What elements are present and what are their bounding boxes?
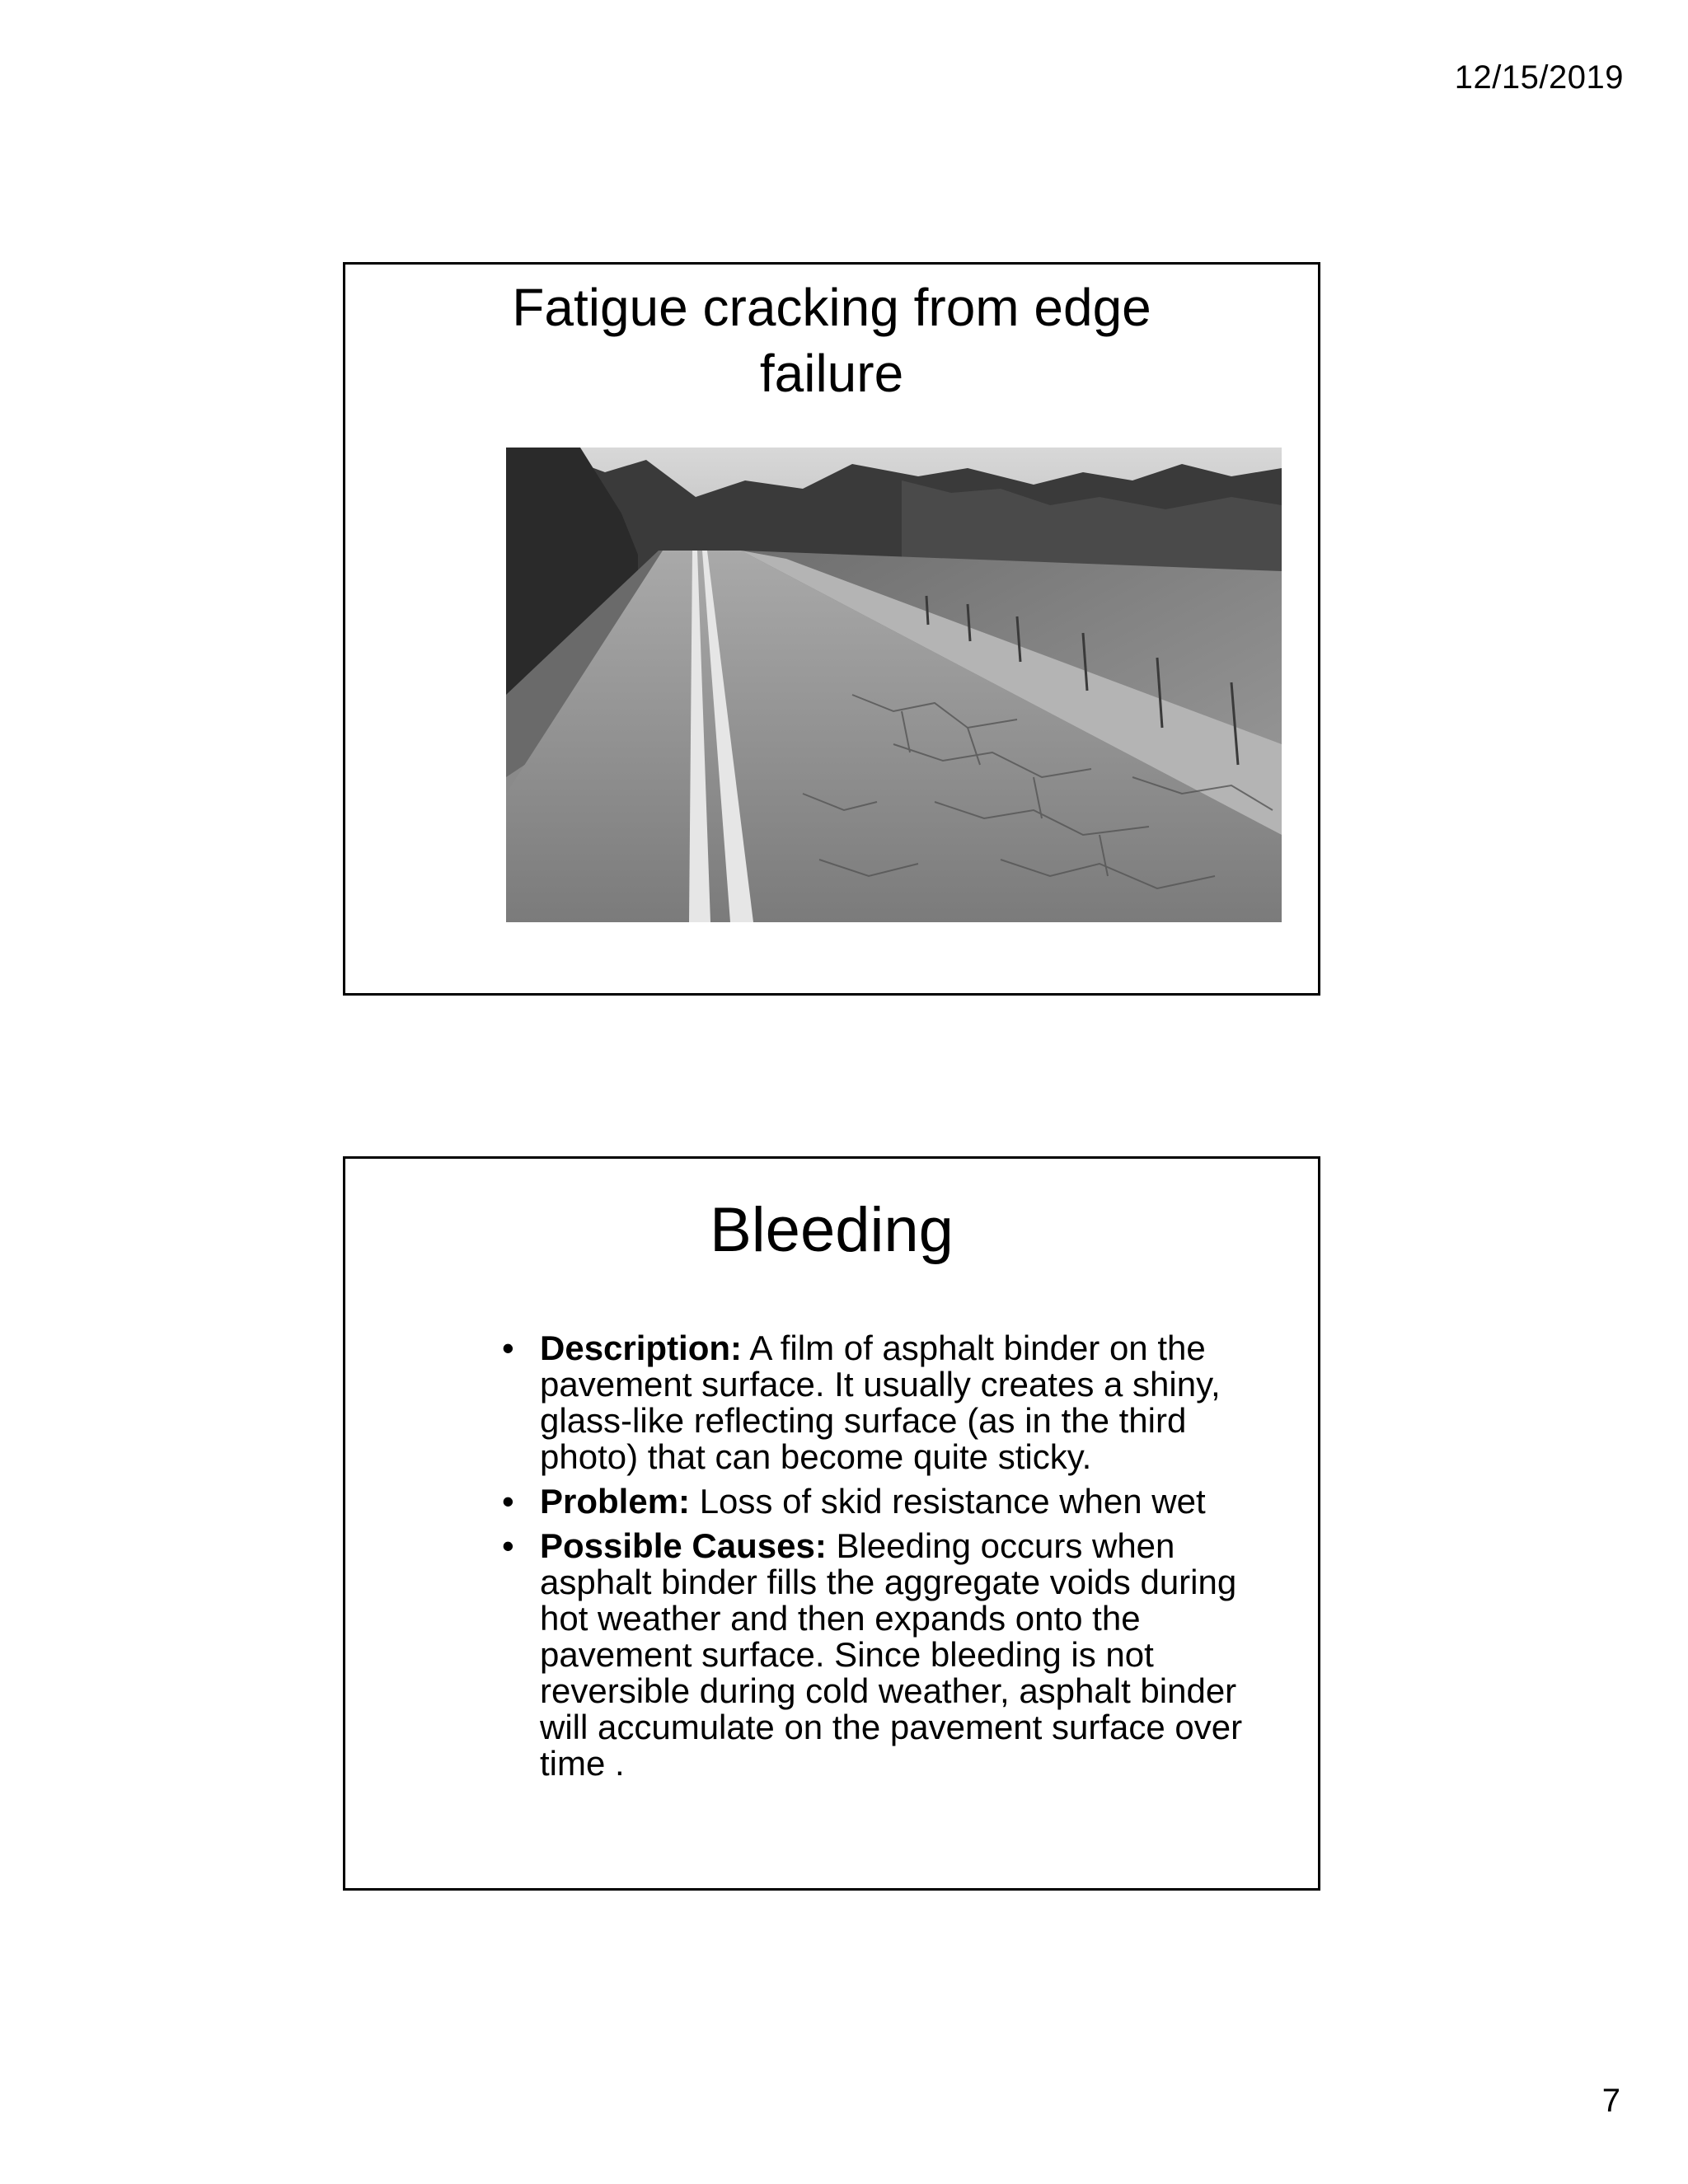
slide-bleeding — [343, 1156, 1320, 1891]
bullet-dot-icon: • — [502, 1329, 514, 1367]
bullet-text: Loss of skid resistance when wet — [690, 1482, 1206, 1521]
bullet-dot-icon: • — [502, 1526, 514, 1565]
slide-title — [345, 274, 1318, 406]
bullet-dot-icon: • — [502, 1482, 514, 1521]
slide-fatigue-cracking — [343, 262, 1320, 996]
bullet-term: Description: — [540, 1329, 743, 1367]
road-photo-illustration — [506, 448, 1282, 922]
bullet-text: Bleeding occurs when asphalt binder fills the aggregate voids during hot weather and then expands onto the pavement surface. Since bleeding is not reversible during cold weather, asphalt binder will accumulate on the pavement surface over time . — [540, 1526, 1243, 1783]
road-photo — [506, 448, 1282, 922]
slide-title-line: failure — [759, 344, 904, 403]
bullet-description — [502, 1330, 1277, 1475]
bullet-text: A film of asphalt binder on the pavement surface. It usually creates a shiny, glass-like reflecting surface (as in the third photo) that can become quite sticky. — [540, 1329, 1221, 1476]
slide-title-line: Fatigue cracking from edge — [512, 278, 1151, 337]
slide-title: Bleeding — [710, 1195, 954, 1265]
page-date: 12/15/2019 — [1454, 59, 1624, 96]
bullet-possible-causes — [502, 1528, 1277, 1782]
bullet-term: Possible Causes: — [540, 1526, 827, 1565]
page-number: 7 — [1601, 2083, 1620, 2119]
bullet-term: Problem: — [540, 1482, 691, 1521]
bullet-list — [502, 1330, 1277, 1790]
bullet-problem — [502, 1483, 1277, 1520]
